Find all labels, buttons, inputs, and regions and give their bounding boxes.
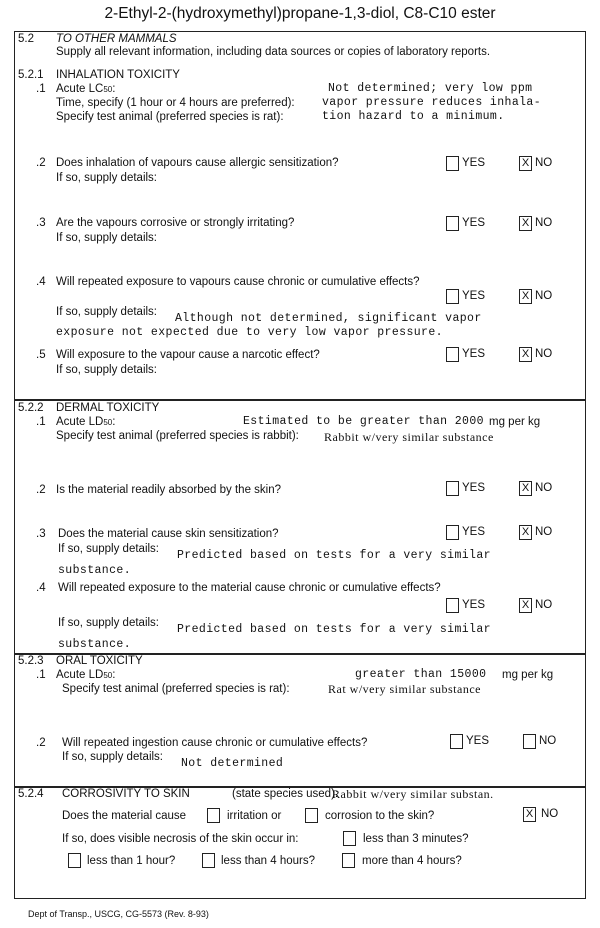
question-text: Will repeated ingestion cause chronic or cumulative effects? [62,737,368,749]
irritation-checkbox[interactable] [207,808,220,823]
question-text: Is the material readily absorbed by the skin? [56,484,282,496]
question-text: Will exposure to the vapour cause a narcotic effect? [56,349,320,361]
no-checkbox[interactable]: X [523,807,536,822]
lt1h-label: less than 1 hour? [87,855,176,867]
question-number: .3 [36,217,46,229]
acute-ld-colon: : [112,669,116,681]
no-label: NO [535,526,553,538]
yes-checkbox[interactable] [450,734,463,749]
details-answer: Although not determined, significant vapor [175,312,482,325]
subsection-heading: DERMAL TOXICITY [56,402,160,414]
details-answer: substance. [58,638,132,651]
test-animal-answer: Rabbit w/very similar substance [324,430,494,444]
corrosion-label: corrosion to the skin? [325,810,435,822]
acute-ld-text: Acute LD [56,669,104,681]
acute-lc-label [56,83,115,95]
question-text: Will repeated exposure to vapours cause chronic or cumulative effects? [56,276,420,288]
yes-checkbox[interactable] [446,156,459,171]
details-label: If so, supply details: [62,751,163,763]
acute-ld-unit: mg per kg [502,669,554,681]
acute-lc-answer: Not determined; very low ppm [328,82,533,95]
no-checkbox[interactable]: X [519,289,532,304]
question-number: .1 [36,83,46,95]
test-animal-answer: tion hazard to a minimum. [322,110,505,123]
no-label: NO [535,482,553,494]
yes-label: YES [462,290,486,302]
gt4h-label: more than 4 hours? [362,855,462,867]
test-animal-label: Specify test animal (preferred species is rabbit): [56,430,299,442]
lt3min-label: less than 3 minutes? [363,833,469,845]
no-label: NO [539,735,557,747]
question-number: .3 [36,528,46,540]
details-answer: substance. [58,564,132,577]
details-label: If so, supply details: [56,172,157,184]
yes-label: YES [462,217,486,229]
subsection-heading: INHALATION TOXICITY [56,69,180,81]
yes-label: YES [466,735,490,747]
gt4h-checkbox[interactable] [342,853,355,868]
details-label: If so, supply details: [56,232,157,244]
yes-label: YES [462,157,486,169]
question-number: .1 [36,669,46,681]
acute-lc-colon: : [112,83,116,95]
acute-ld-unit: mg per kg [489,416,541,428]
lt4h-label: less than 4 hours? [221,855,315,867]
subsection-heading: CORROSIVITY TO SKIN [62,788,190,800]
yes-label: YES [462,482,486,494]
subsection-number: 5.2.1 [18,69,44,81]
acute-ld-colon: : [112,416,116,428]
yes-checkbox[interactable] [446,525,459,540]
yes-label: YES [462,526,486,538]
question-text: Does inhalation of vapours cause allergic sensitization? [56,157,339,169]
lt3min-checkbox[interactable] [343,831,356,846]
yes-label: YES [462,348,486,360]
section-instruction: Supply all relevant information, including data sources or copies of laboratory reports. [56,46,491,58]
acute-ld-answer: Estimated to be greater than 2000 [243,415,484,428]
details-answer: Not determined [181,757,284,770]
footer-form-id: Dept of Transp., USCG, CG-5573 (Rev. 8-93) [28,909,209,919]
cause-label: Does the material cause [62,810,187,822]
details-answer: exposure not expected due to very low vapor pressure. [56,326,443,339]
acute-ld-label [56,416,115,428]
details-label: If so, supply details: [58,543,159,555]
no-label: NO [535,217,553,229]
question-text: Are the vapours corrosive or strongly irritating? [56,217,295,229]
question-text: Will repeated exposure to the material cause chronic or cumulative effects? [58,582,441,594]
no-checkbox[interactable]: X [519,481,532,496]
subsection-number: 5.2.4 [18,788,44,800]
yes-label: YES [462,599,486,611]
no-checkbox[interactable]: X [519,156,532,171]
no-label: NO [535,599,553,611]
subsection-number: 5.2.2 [18,402,44,414]
yes-checkbox[interactable] [446,216,459,231]
species-answer: Rabbit w/very similar substan. [332,787,494,801]
species-label: (state species used): [232,788,339,800]
question-text: Does the material cause skin sensitization? [58,528,279,540]
acute-ld-subscript: 50 [103,418,113,427]
no-checkbox[interactable]: X [519,216,532,231]
no-label: NO [535,348,553,360]
test-animal-label: Specify test animal (preferred species is rat): [56,111,284,123]
irritation-label: irritation or [227,810,282,822]
acute-ld-subscript: 50 [103,671,113,680]
corrosion-checkbox[interactable] [305,808,318,823]
acute-ld-text: Acute LD [56,416,104,428]
question-number: .1 [36,416,46,428]
question-number: .2 [36,737,46,749]
no-checkbox[interactable]: X [519,525,532,540]
yes-checkbox[interactable] [446,598,459,613]
subsection-number: 5.2.3 [18,655,44,667]
yes-checkbox[interactable] [446,481,459,496]
no-checkbox[interactable] [523,734,536,749]
section-number: 5.2 [18,33,34,45]
acute-ld-answer: greater than 15000 [355,668,487,681]
yes-checkbox[interactable] [446,289,459,304]
details-label: If so, supply details: [56,364,157,376]
no-label: NO [535,157,553,169]
question-number: .2 [36,484,46,496]
details-answer: Predicted based on tests for a very similar [177,623,491,636]
no-label: NO [535,290,553,302]
no-label: NO [541,808,559,820]
details-label: If so, supply details: [56,306,157,318]
question-number: .2 [36,157,46,169]
question-number: .4 [36,276,46,288]
time-label: Time, specify (1 hour or 4 hours are preferred): [56,97,295,109]
section-heading: TO OTHER MAMMALS [56,33,177,45]
time-answer: vapor pressure reduces inhala- [322,96,542,109]
acute-lc-subscript: 50 [103,85,113,94]
no-checkbox[interactable]: X [519,598,532,613]
necrosis-label: If so, does visible necrosis of the skin occur in: [62,833,299,845]
test-animal-answer: Rat w/very similar substance [328,682,481,696]
acute-ld-label [56,669,115,681]
lt4h-checkbox[interactable] [202,853,215,868]
details-answer: Predicted based on tests for a very similar [177,549,491,562]
test-animal-label: Specify test animal (preferred species is rat): [62,683,290,695]
question-number: .5 [36,349,46,361]
lt1h-checkbox[interactable] [68,853,81,868]
document-title: 2-Ethyl-2-(hydroxymethyl)propane-1,3-diol, C8-C10 ester [104,5,496,22]
yes-checkbox[interactable] [446,347,459,362]
question-number: .4 [36,582,46,594]
no-checkbox[interactable]: X [519,347,532,362]
details-label: If so, supply details: [58,617,159,629]
subsection-heading: ORAL TOXICITY [56,655,143,667]
acute-lc-text: Acute LC [56,83,104,95]
